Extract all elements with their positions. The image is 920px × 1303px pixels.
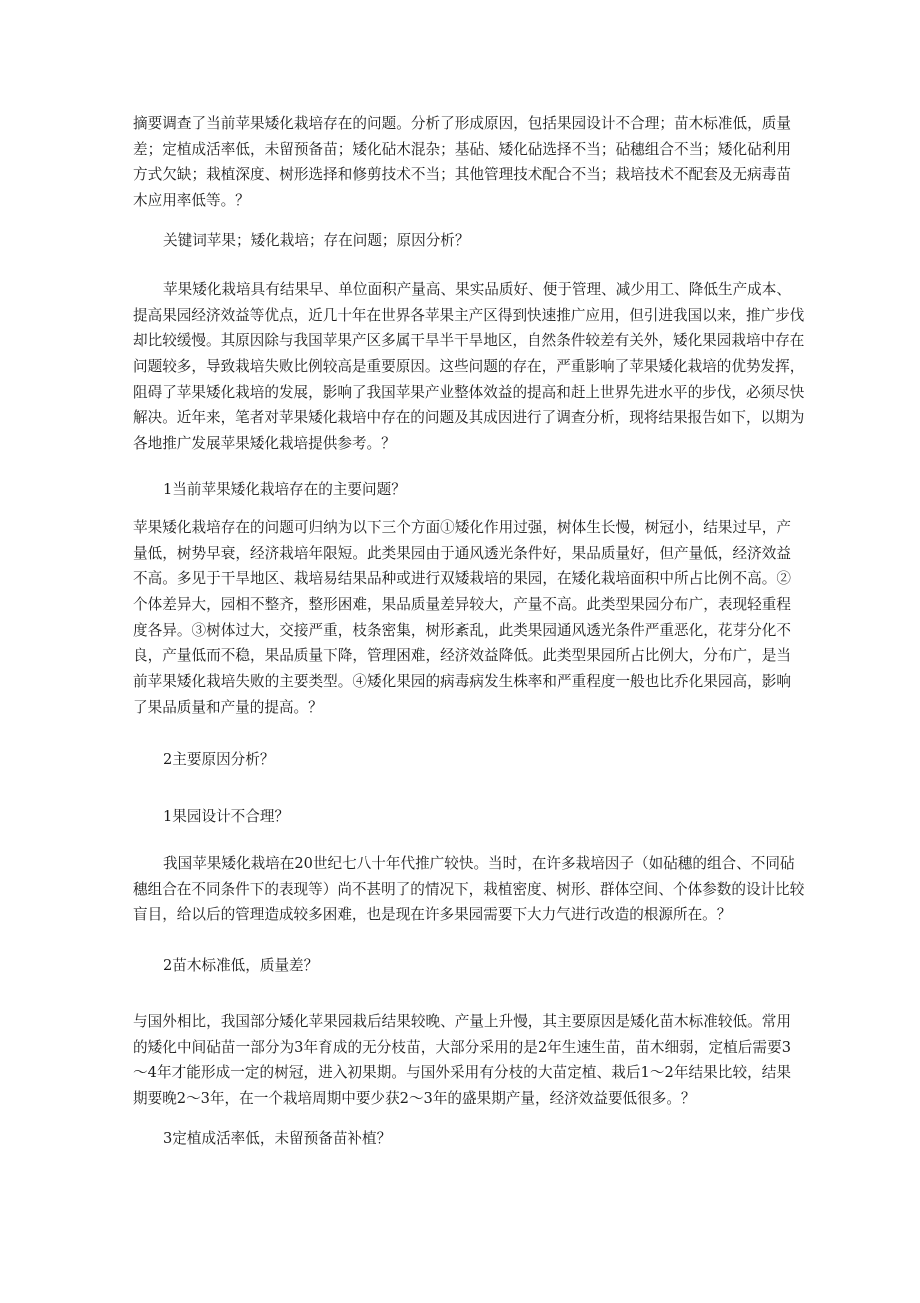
text-line: 个体差异大，园相不整齐，整形困难，果品质量差异较大，产量不高。此类型果园分布广，表现轻重程 bbox=[133, 596, 791, 614]
section-heading: 1当前苹果矮化栽培存在的主要问题？ bbox=[163, 481, 406, 498]
text-line: 穗组合在不同条件下的表现等）尚不甚明了的情况下，栽植密度、树形、群体空间、个体参数的设计比较 bbox=[133, 880, 805, 898]
text-line: 问题较多，导致栽培失败比例较高是重要原因。这些问题的存在，严重影响了苹果矮化栽培的优势发挥， bbox=[133, 358, 805, 376]
text-line: 苹果矮化栽培具有结果早、单位面积产量高、果实品质好、便于管理、减少用工、降低生产成本、 bbox=[163, 281, 791, 298]
keywords: 关键词苹果；矮化栽培；存在问题；原因分析？ bbox=[163, 232, 470, 249]
section1-paragraph bbox=[133, 515, 791, 721]
text-line: 各地推广发展苹果矮化栽培提供参考。？ bbox=[133, 435, 396, 453]
subsection2-paragraph bbox=[133, 1009, 791, 1112]
text-line: 量低，树势早衰，经济栽培年限短。此类果园由于通风透光条件好，果品质量好，但产量低，经济效益 bbox=[133, 544, 791, 562]
text-line: 解决。近年来，笔者对苹果矮化栽培中存在的问题及其成因进行了调查分析，现将结果报告如下，以期为 bbox=[133, 409, 805, 427]
text-line: 差；定植成活率低，未留预备苗；矮化砧木混杂；基砧、矮化砧选择不当；砧穗组合不当；矮化砧利用 bbox=[133, 140, 791, 158]
text-line: 期要晚2～3年，在一个栽培周期中要少获2～3年的盛果期产量，经济效益要低很多。？ bbox=[133, 1090, 696, 1108]
text-line: 与国外相比，我国部分矮化苹果园栽后结果较晚、产量上升慢，其主要原因是矮化苗木标准较低。常用 bbox=[133, 1013, 791, 1030]
text-line: 良，产量低而不稳，果品质量下降，管理困难，经济效益降低。此类型果园所占比例大，分布广，是当 bbox=[133, 647, 791, 665]
text-line: 前苹果矮化栽培失败的主要类型。④矮化果园的病毒病发生株率和严重程度一般也比乔化果园高，影响 bbox=[133, 673, 791, 691]
section-heading: 2主要原因分析？ bbox=[163, 751, 275, 768]
text-line: 的矮化中间砧苗一部分为3年育成的无分枝苗，大部分采用的是2年生速生苗，苗木细弱，定植后需要3 bbox=[133, 1038, 791, 1056]
subsection-heading: 2苗木标准低，质量差？ bbox=[163, 957, 319, 974]
text-line: 盲目，给以后的管理造成较多困难，也是现在许多果园需要下大力气进行改造的根源所在。？ bbox=[133, 906, 732, 924]
subsection1-paragraph bbox=[133, 851, 805, 928]
text-line: 摘要调查了当前苹果矮化栽培存在的问题。分析了形成原因，包括果园设计不合理；苗木标准低，质量 bbox=[133, 115, 791, 132]
subsection-heading: 1果园设计不合理？ bbox=[163, 808, 290, 825]
text-line: 却比较缓慢。其原因除与我国苹果产区多属干旱半干旱地区，自然条件较差有关外，矮化果园栽培中存在 bbox=[133, 332, 805, 350]
text-line: 阻碍了苹果矮化栽培的发展，影响了我国苹果产业整体效益的提高和赶上世界先进水平的步伐，必须尽快 bbox=[133, 383, 805, 401]
text-line: 木应用率低等。？ bbox=[133, 192, 250, 210]
text-line: 苹果矮化栽培存在的问题可归纳为以下三个方面①矮化作用过强，树体生长慢，树冠小，结果过早，产 bbox=[133, 519, 791, 536]
text-line: 不高。多见于干旱地区、栽培易结果品种或进行双矮栽培的果园，在矮化栽培面积中所占比例不高。② bbox=[133, 570, 791, 588]
text-line: 了果品质量和产量的提高。？ bbox=[133, 698, 323, 716]
intro-paragraph bbox=[133, 277, 805, 457]
text-line: ～4年才能形成一定的树冠，进入初果期。与国外采用有分枝的大苗定植、栽后1～2年结果比较，结果 bbox=[133, 1064, 791, 1082]
text-line: 方式欠缺；栽植深度、树形选择和修剪技术不当；其他管理技术配合不当；栽培技术不配套及无病毒苗 bbox=[133, 166, 791, 184]
text-line: 提高果园经济效益等优点，近几十年在世界各苹果主产区得到快速推广应用，但引进我国以来，推广步伐 bbox=[133, 306, 805, 324]
text-line: 我国苹果矮化栽培在20世纪七八十年代推广较快。当时，在许多栽培因子（如砧穗的组合、不同砧 bbox=[163, 855, 795, 872]
subsection-heading: 3定植成活率低，未留预备苗补植？ bbox=[163, 1130, 392, 1147]
text-line: 度各异。③树体过大，交接严重，枝条密集，树形紊乱，此类果园通风透光条件严重恶化，花芽分化不 bbox=[133, 621, 791, 639]
abstract-paragraph bbox=[133, 111, 791, 214]
